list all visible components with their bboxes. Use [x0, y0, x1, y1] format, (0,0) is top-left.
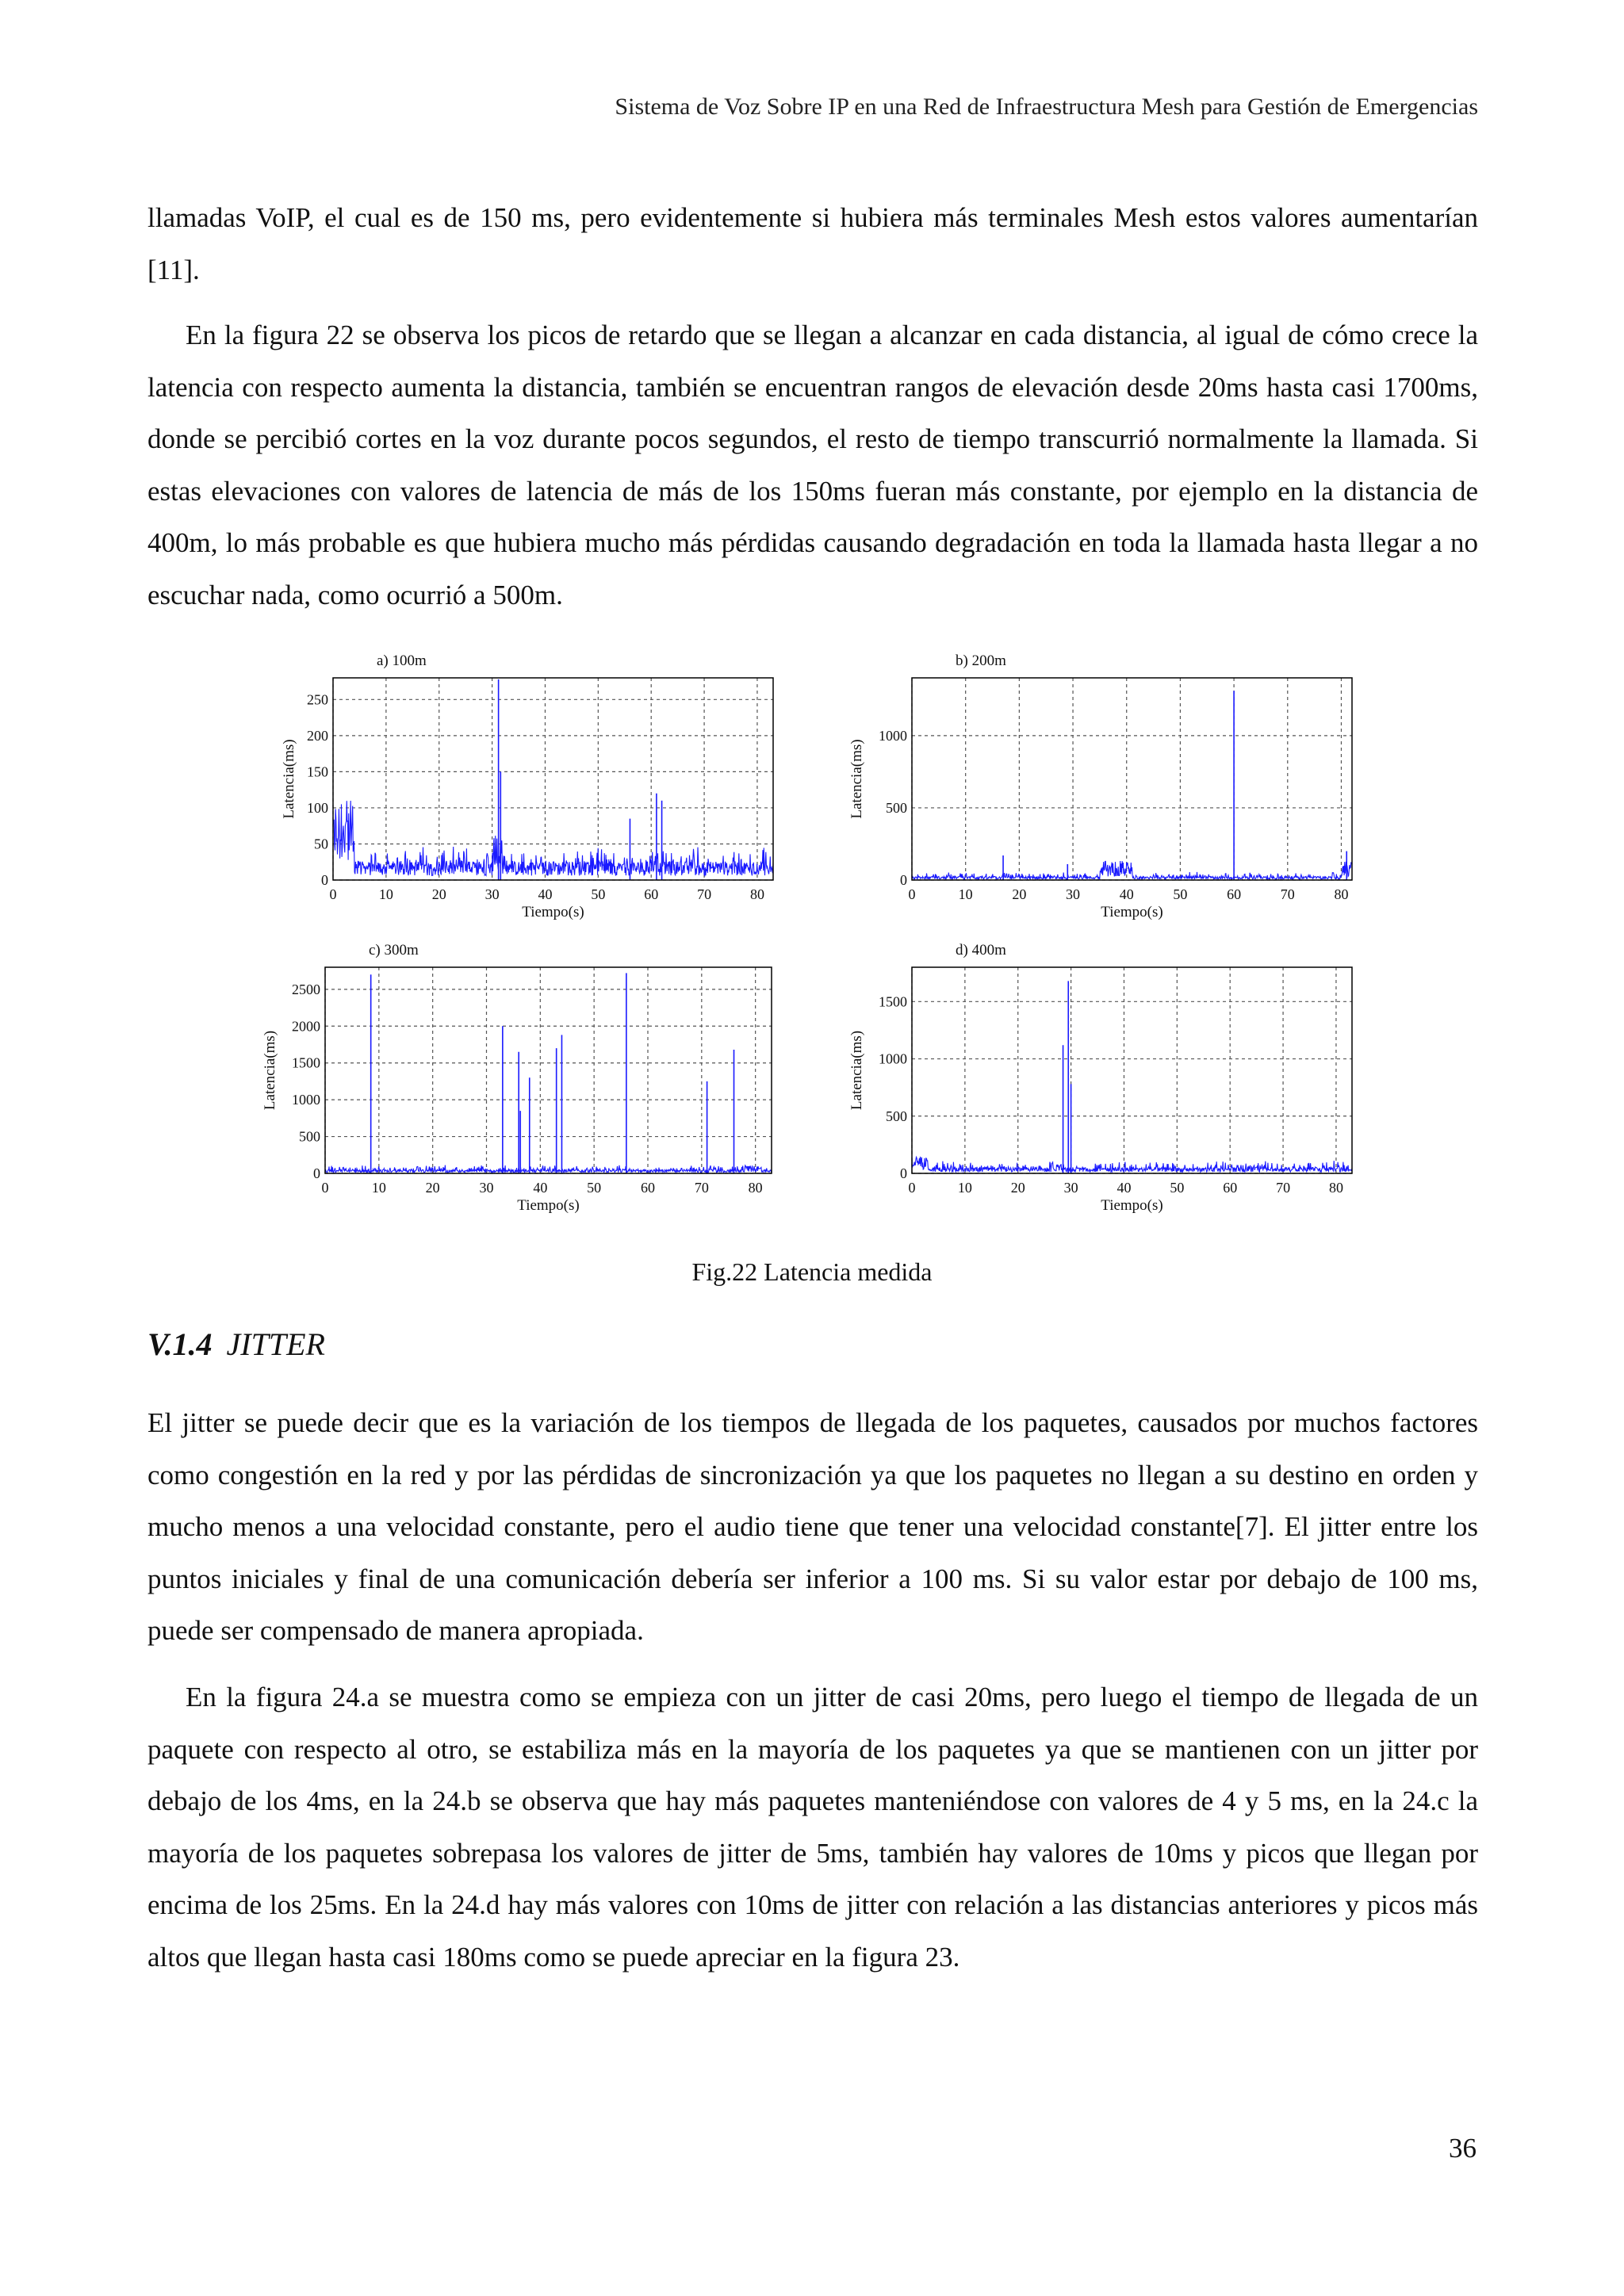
section-heading [147, 1326, 325, 1363]
y-tick-label: 500 [299, 1128, 320, 1145]
x-tick-label: 0 [908, 1180, 916, 1196]
y-tick-label: 150 [307, 763, 328, 780]
x-tick-label: 30 [479, 1180, 494, 1196]
x-tick-label: 40 [1119, 886, 1134, 902]
x-axis-label: Tiempo(s) [517, 1197, 580, 1214]
x-tick-label: 60 [644, 886, 659, 902]
chart-title: c) 300m [369, 942, 419, 959]
page-number: 36 [1449, 2133, 1477, 2164]
x-tick-label: 30 [485, 886, 500, 902]
y-axis-label: Latencia(ms) [262, 1030, 278, 1111]
y-tick-label: 0 [321, 872, 328, 888]
x-tick-label: 70 [1276, 1180, 1291, 1196]
x-tick-label: 80 [749, 886, 764, 902]
x-tick-label: 10 [958, 886, 973, 902]
y-tick-label: 200 [307, 727, 328, 744]
x-tick-label: 30 [1063, 1180, 1078, 1196]
latency-charts-svg [262, 634, 1372, 1237]
y-tick-label: 1000 [879, 1050, 907, 1067]
x-tick-label: 20 [1012, 886, 1027, 902]
x-tick-label: 0 [321, 1180, 329, 1196]
paragraph-1: llamadas VoIP, el cual es de 150 ms, pero evidentemente si hubiera más terminales Mesh estos valores aumentarían [11]. [147, 202, 1478, 285]
y-tick-label: 1000 [879, 727, 907, 744]
chart-title: a) 100m [377, 652, 427, 669]
x-tick-label: 10 [957, 1180, 972, 1196]
paragraph-2: En la figura 22 se observa los picos de retardo que se llegan a alcanzar en cada distancia, al igual de cómo crece la latencia con respecto aumenta la distancia, también se encuentran rangos de elevación desde 20ms hasta casi 1700ms, donde se percibió cortes en la voz durante pocos segundos, el resto de tiempo transcurrió normalmente la llamada. Si estas elevaciones con valores de latencia de más de los 150ms fueran más constante, por ejemplo en la distancia de 400m, lo más probable es que hubiera mucho más pérdidas causando degradación en toda la llamada hasta llegar a no escuchar nada, como ocurrió a 500m. [147, 320, 1478, 610]
x-tick-label: 70 [1280, 886, 1295, 902]
y-tick-label: 100 [307, 799, 328, 816]
x-tick-label: 0 [908, 886, 916, 902]
x-tick-label: 20 [1010, 1180, 1025, 1196]
figure-caption: Fig.22 Latencia medida [691, 1257, 933, 1286]
y-tick-label: 2500 [292, 981, 320, 997]
x-axis-label: Tiempo(s) [1101, 904, 1163, 920]
x-tick-label: 40 [1116, 1180, 1132, 1196]
plot-area [325, 967, 772, 1173]
x-tick-label: 20 [431, 886, 446, 902]
x-tick-label: 20 [425, 1180, 440, 1196]
y-tick-label: 500 [886, 1108, 907, 1124]
y-axis-label: Latencia(ms) [848, 1030, 865, 1111]
x-tick-label: 10 [371, 1180, 386, 1196]
chart-title: b) 200m [956, 652, 1006, 669]
y-tick-label: 1000 [292, 1092, 320, 1108]
y-tick-label: 0 [313, 1165, 320, 1181]
y-axis-label: Latencia(ms) [848, 739, 865, 819]
y-tick-label: 2000 [292, 1018, 320, 1035]
x-tick-label: 40 [538, 886, 553, 902]
chart-title: d) 400m [956, 942, 1006, 959]
section-title: JITTER [226, 1326, 325, 1362]
figure-latency [262, 634, 1372, 1237]
x-tick-label: 60 [1223, 1180, 1238, 1196]
section-number: V.1.4 [147, 1326, 213, 1362]
y-tick-label: 50 [314, 836, 328, 852]
plot-area [912, 678, 1352, 880]
x-tick-label: 30 [1066, 886, 1081, 902]
x-axis-label: Tiempo(s) [1101, 1197, 1163, 1214]
y-tick-label: 0 [900, 872, 907, 888]
plot-area [333, 678, 773, 880]
x-axis-label: Tiempo(s) [522, 904, 584, 920]
paragraph-3: El jitter se puede decir que es la variación de los tiempos de llegada de los paquetes, causados por muchos factores como congestión en la red y por las pérdidas de sincronización ya que los paquetes no llegan a su destino en orden y mucho menos a una velocidad constante, pero el audio tiene que tener una velocidad constante[7]. El jitter entre los puntos iniciales y final de una comunicación debería ser inferior a 100 ms. Si su valor estar por debajo de 100 ms, puede ser compensado de manera apropiada. [147, 1407, 1478, 1646]
x-tick-label: 0 [329, 886, 337, 902]
chart-panel-1 [281, 652, 773, 920]
y-tick-label: 250 [307, 691, 328, 708]
chart-panel-2 [848, 652, 1352, 920]
y-tick-label: 500 [886, 799, 907, 816]
x-tick-label: 50 [587, 1180, 602, 1196]
x-tick-label: 80 [1328, 1180, 1343, 1196]
x-tick-label: 70 [697, 886, 712, 902]
x-tick-label: 60 [640, 1180, 655, 1196]
running-header: Sistema de Voz Sobre IP en una Red de Infraestructura Mesh para Gestión de Emergencias [615, 94, 1478, 120]
chart-panel-4 [848, 942, 1352, 1214]
paragraph-4: En la figura 24.a se muestra como se empieza con un jitter de casi 20ms, pero luego el tiempo de llegada de un paquete con respecto al otro, se estabiliza más en la mayoría de los paquetes ya que se mantienen con un jitter por debajo de los 4ms, en la 24.b se observa que hay más paquetes manteniéndose con valores de 4 y 5 ms, en la 24.c la mayoría de los paquetes sobrepasa los valores de jitter de 5ms, también hay valores de 10ms y picos que llegan por encima de los 25ms. En la 24.d hay más valores con 10ms de jitter con relación a las distancias anteriores y picos más altos que llegan hasta casi 180ms como se puede apreciar en la figura 23. [147, 1682, 1478, 1973]
x-tick-label: 70 [694, 1180, 709, 1196]
x-tick-label: 60 [1227, 886, 1242, 902]
x-tick-label: 80 [748, 1180, 763, 1196]
x-tick-label: 50 [1173, 886, 1188, 902]
chart-panel-3 [262, 942, 772, 1214]
x-tick-label: 50 [1170, 1180, 1185, 1196]
x-tick-label: 50 [591, 886, 606, 902]
y-tick-label: 1500 [292, 1054, 320, 1071]
y-tick-label: 0 [900, 1165, 907, 1181]
x-tick-label: 10 [378, 886, 393, 902]
x-tick-label: 40 [533, 1180, 548, 1196]
x-tick-label: 80 [1334, 886, 1349, 902]
plot-area [912, 967, 1352, 1173]
y-axis-label: Latencia(ms) [281, 739, 297, 819]
y-tick-label: 1500 [879, 993, 907, 1010]
